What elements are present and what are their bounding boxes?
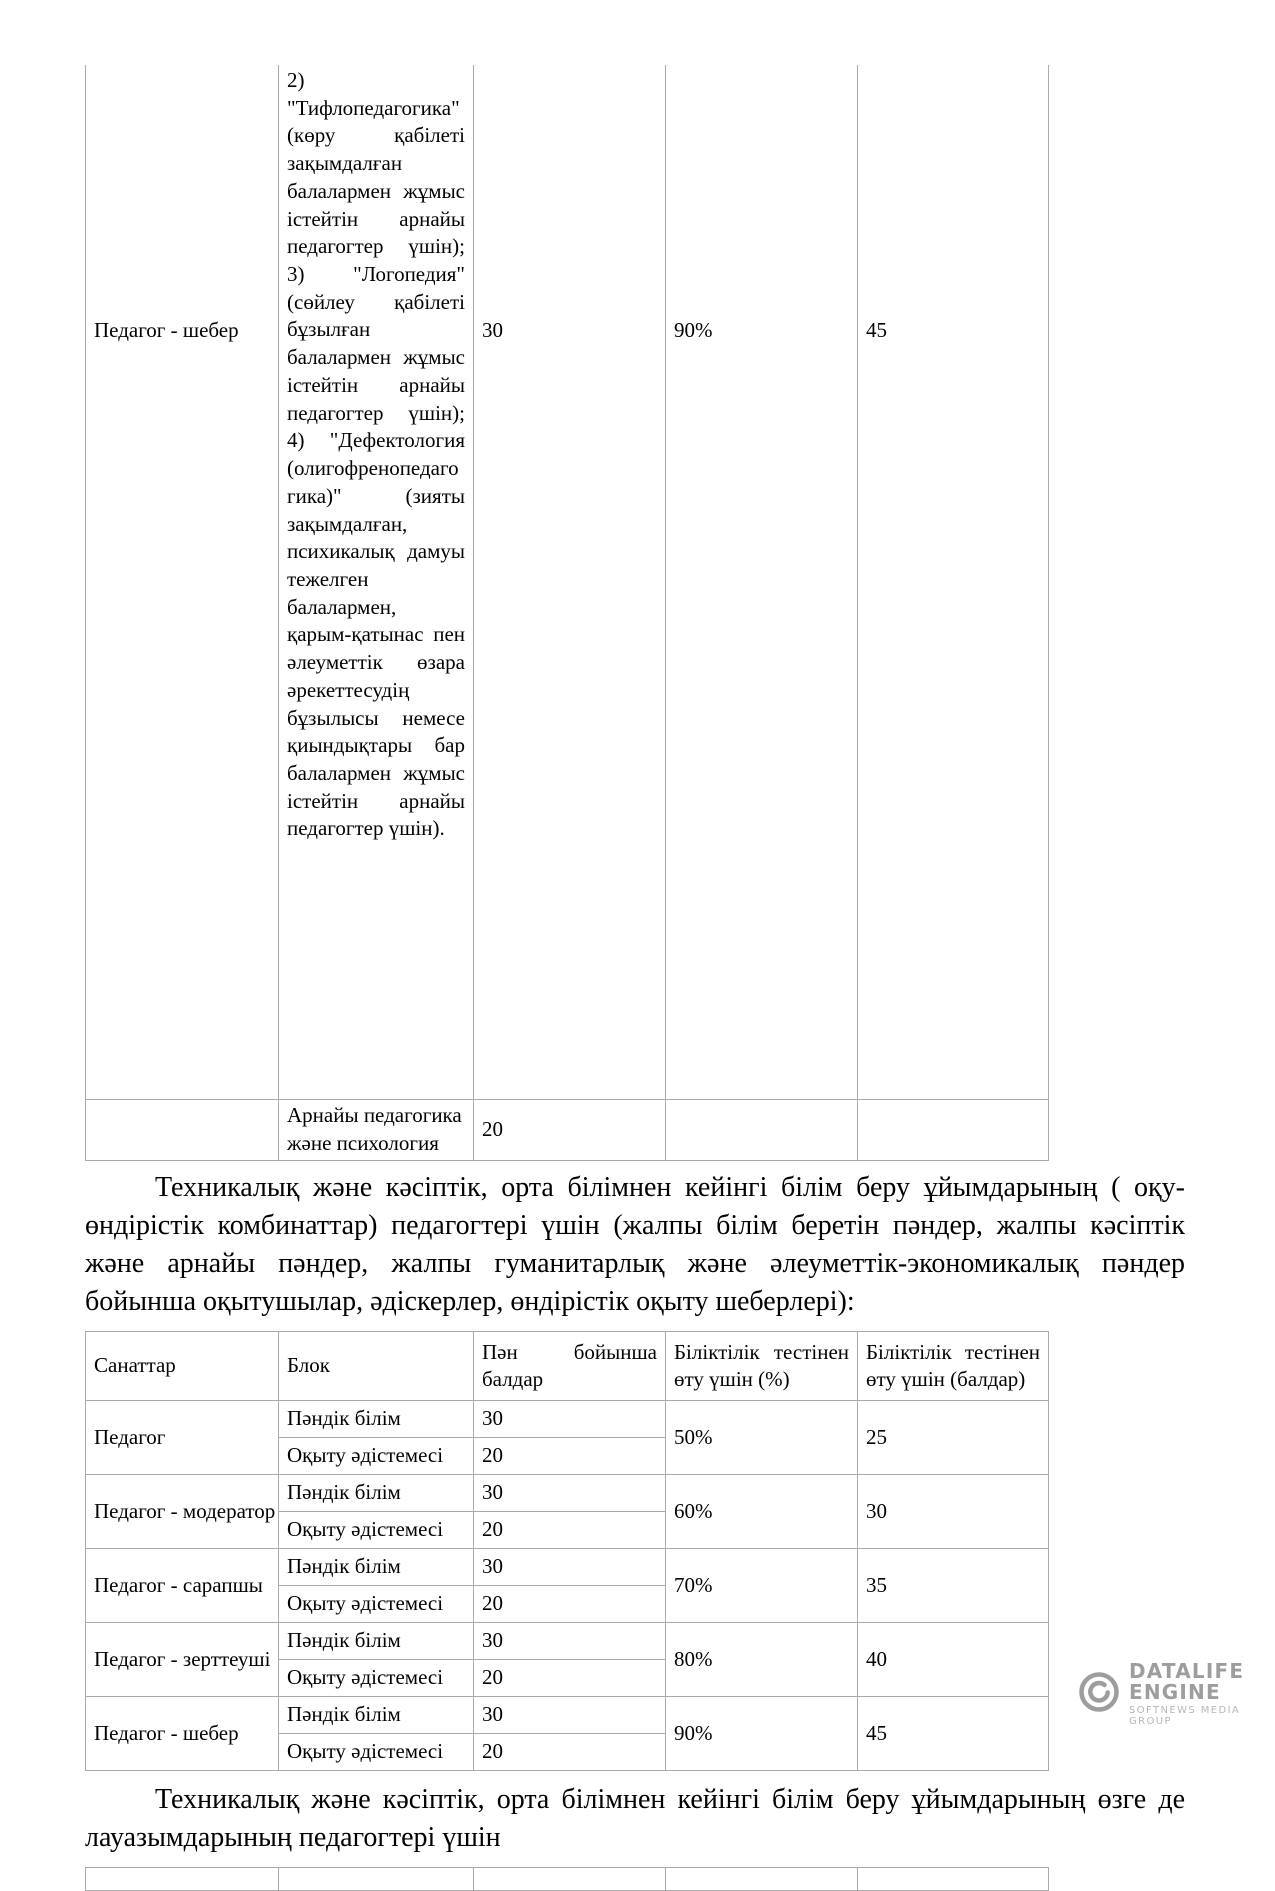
table-row: [86, 1100, 1049, 1161]
score-cell: 30: [474, 1549, 666, 1586]
pass-points-cell: 30: [858, 1475, 1049, 1549]
block-text: 2) "Тифлопедагогика" (көру қабілеті зақымдалған балалармен жұмыс істейтін арнайы педагогтер үшін); 3) "Логопедия" (сөйлеу қабілеті бұзылған балалармен жұмыс істейтін арнайы педагогтер үшін); 4) "Дефектология (олигофренопедагогика)" (зияты зақымдалған, психикалық дамуы тежелген балалармен, қарым-қатынас пен әлеуметтік өзара әрекеттесудің бұзылысы немесе қиындықтары бар балалармен жұмыс істейтін арнайы педагогтер үшін).: [287, 68, 465, 841]
score-cell: 30: [474, 1401, 666, 1438]
header-subject-score: Пән бойынша балдар: [474, 1332, 666, 1401]
header-categories: Санаттар: [86, 1332, 279, 1401]
score-cell: 20: [474, 1438, 666, 1475]
logo-title: DATALIFE ENGINE: [1129, 1659, 1245, 1704]
pass-percent-cell: 50%: [666, 1401, 858, 1475]
intro-paragraph-tvet: Техникалық және кәсіптік, орта білімнен кейінгі білім беру ұйымдарының ( оқу-өндірістік комбинаттар) педагогтері үшін (жалпы білім беретін пәндер, жалпы кәсіптік және арнайы пәндер, жалпы гуманитарлық және әлеуметтік-экономикалық пәндер бойынша оқытушылар, әдіскерлер, өндірістік оқыту шеберлері):: [85, 1172, 1185, 1318]
table-row: [86, 1475, 1049, 1512]
score-cell: 20: [474, 1660, 666, 1697]
category-cell: Педагог - зерттеуші: [86, 1623, 279, 1697]
logo-subtitle: SOFTNEWS MEDIA GROUP: [1129, 1705, 1241, 1727]
table-row: [86, 1697, 1049, 1734]
closing-paragraph-other-positions: Техникалық және кәсіптік, орта білімнен кейінгі білім беру ұйымдарының өзге де лауазымдарының педагогтері үшін: [85, 1784, 1185, 1854]
datalife-engine-icon: [1078, 1671, 1120, 1717]
empty-cell: [86, 1868, 279, 1891]
score-cell: 20: [474, 1734, 666, 1771]
table-row: [86, 1623, 1049, 1660]
page: [0, 65, 1275, 1854]
pass-percent-cell: 90%: [666, 65, 858, 1100]
block-cell: Пәндік білім: [279, 1697, 474, 1734]
score-cell: 20: [474, 1512, 666, 1549]
block-cell: Оқыту әдістемесі: [279, 1438, 474, 1475]
block-cell: Пәндік білім: [279, 1401, 474, 1438]
pass-percent-cell: 80%: [666, 1623, 858, 1697]
block-cell: Оқыту әдістемесі: [279, 1586, 474, 1623]
pass-points-cell: 45: [858, 65, 1049, 1100]
category-cell: Педагог - шебер: [86, 65, 279, 1100]
score-cell: 30: [474, 1697, 666, 1734]
empty-cell: [279, 1868, 474, 1891]
block-cell: Пәндік білім: [279, 1549, 474, 1586]
block-cell: [279, 65, 474, 1100]
score-cell: 20: [474, 1586, 666, 1623]
block-cell: Оқыту әдістемесі: [279, 1512, 474, 1549]
datalife-engine-text: [1129, 1661, 1275, 1727]
header-pass-points: Біліктілік тестінен өту үшін (балдар): [858, 1332, 1049, 1401]
pass-points-cell: 35: [858, 1549, 1049, 1623]
table-row: [86, 1868, 1049, 1891]
pass-points-cell: [858, 1100, 1049, 1161]
category-cell: [86, 1100, 279, 1161]
table-row: [86, 1401, 1049, 1438]
document-body: [85, 65, 1275, 1891]
empty-cell: [858, 1868, 1049, 1891]
datalife-engine-watermark: [1078, 1661, 1275, 1727]
pass-percent-cell: 90%: [666, 1697, 858, 1771]
subject-score-cell: 20: [474, 1100, 666, 1161]
block-cell: Пәндік білім: [279, 1475, 474, 1512]
next-table-partial: [85, 1867, 1049, 1891]
block-cell: Оқыту әдістемесі: [279, 1734, 474, 1771]
category-cell: Педагог: [86, 1401, 279, 1475]
category-cell: Педагог - модератор: [86, 1475, 279, 1549]
pass-points-cell: 25: [858, 1401, 1049, 1475]
header-block: Блок: [279, 1332, 474, 1401]
pass-percent-cell: 60%: [666, 1475, 858, 1549]
pass-points-cell: 40: [858, 1623, 1049, 1697]
pass-percent-cell: [666, 1100, 858, 1161]
score-cell: 30: [474, 1475, 666, 1512]
score-cell: 30: [474, 1623, 666, 1660]
empty-cell: [474, 1868, 666, 1891]
category-cell: Педагог - шебер: [86, 1697, 279, 1771]
table-row: [86, 65, 1049, 1100]
qualification-table-tvet: [85, 1331, 1049, 1771]
block-cell: Оқыту әдістемесі: [279, 1660, 474, 1697]
subject-score-cell: 30: [474, 65, 666, 1100]
category-cell: Педагог - сарапшы: [86, 1549, 279, 1623]
block-cell: Арнайы педагогика және психология: [279, 1100, 474, 1161]
pass-percent-cell: 70%: [666, 1549, 858, 1623]
pass-points-cell: 45: [858, 1697, 1049, 1771]
table-row: [86, 1549, 1049, 1586]
table-header-row: [86, 1332, 1049, 1401]
block-cell: Пәндік білім: [279, 1623, 474, 1660]
empty-cell: [666, 1868, 858, 1891]
header-pass-percent: Біліктілік тестінен өту үшін (%): [666, 1332, 858, 1401]
qualification-table-special-pedagogy: [85, 65, 1049, 1161]
